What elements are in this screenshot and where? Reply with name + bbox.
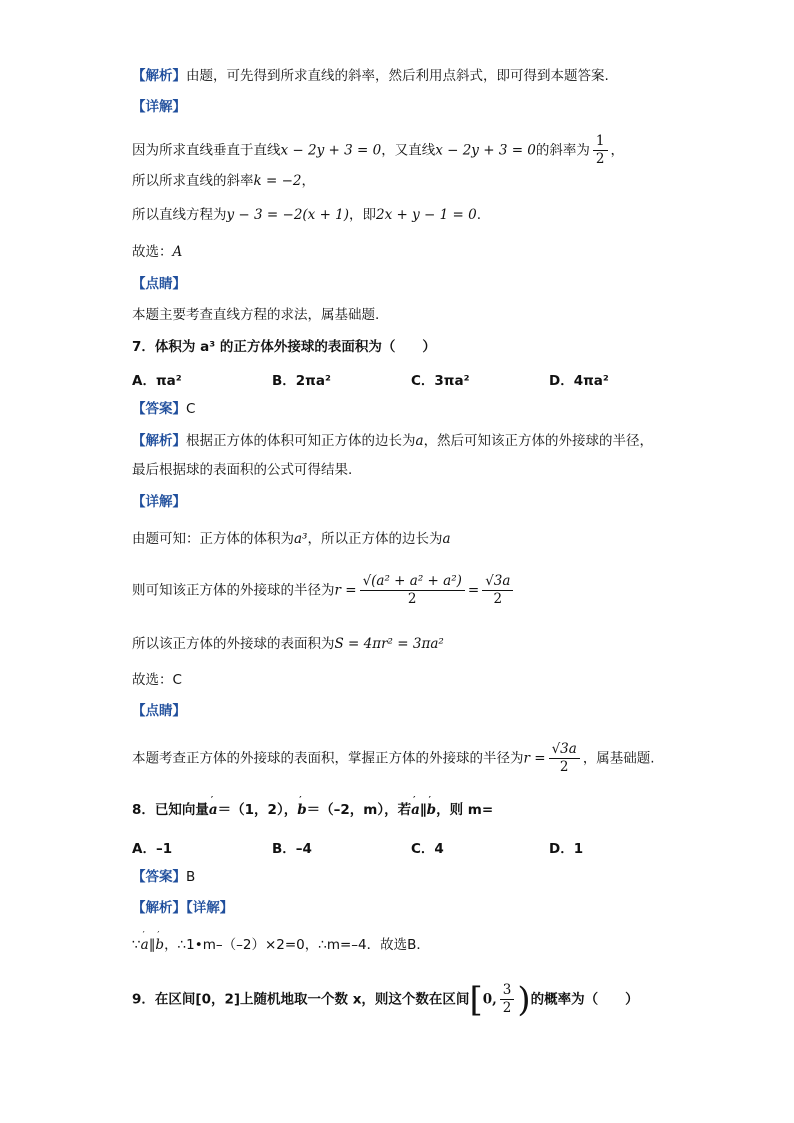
text: ，即 — [349, 207, 377, 223]
numerator: √3a — [482, 573, 513, 591]
text: 8．已知向量 — [132, 802, 209, 818]
equals-sign: = — [467, 582, 480, 599]
interval-right-bracket: ) — [517, 979, 531, 1020]
q7-comment-heading — [132, 702, 186, 720]
vector-a: ′ a — [209, 801, 218, 819]
denominator: 2 — [502, 1000, 512, 1016]
text: 所以该正方体的外接球的表面积为 — [132, 636, 335, 652]
q8-analysis-heading — [132, 899, 233, 917]
q8-option-b: B．–4 — [272, 841, 312, 857]
text: 的斜率为 — [535, 142, 590, 159]
text: 根据正方体的体积可知正方体的边长为 — [186, 433, 416, 449]
comment-tag: 【点睛】 — [132, 703, 186, 719]
text: ，∴1•m–（–2）×2=0，∴m=–4．故选B． — [164, 937, 430, 953]
q6-choose — [132, 243, 182, 261]
equation: k = −2 — [253, 173, 302, 189]
comment-text: 本题主要考查直线方程的求法，属基础题. — [132, 307, 380, 323]
text: ，属基础题. — [582, 750, 655, 767]
analysis-tag: 【解析】【详解】 — [132, 900, 234, 916]
denominator: 2 — [595, 151, 605, 167]
q6-detail-line1 — [132, 133, 624, 168]
because-symbol: ∵ — [132, 937, 141, 953]
choice: A — [172, 244, 183, 260]
text: ，则 m= — [436, 802, 494, 818]
detail-heading — [132, 98, 186, 116]
equation: x − 2y + 3 = 0 — [280, 142, 382, 159]
equation: y − 3 = −2(x + 1) — [226, 207, 350, 223]
variable: a — [415, 433, 424, 449]
denominator: 2 — [493, 591, 503, 607]
equation: S = 4πr² = 3πa² — [334, 636, 444, 652]
text: 本题考查正方体的外接球的表面积，掌握正方体的外接球的半径为 — [132, 750, 524, 767]
text: . — [476, 207, 482, 223]
q9-stem — [132, 979, 639, 1020]
answer-tag: 【答案】 — [132, 869, 186, 885]
interval-left: 0, — [482, 991, 497, 1008]
text: 则可知该正方体的外接球的半径为 — [132, 582, 335, 599]
q6-detail-line3 — [132, 206, 481, 224]
vector-a: ′ a — [141, 936, 149, 954]
text: ， — [610, 142, 624, 159]
variable: a — [442, 531, 451, 547]
text: 9．在区间[0，2]上随机地取一个数 x，则这个数在区间 — [132, 991, 470, 1008]
numerator: 3 — [500, 982, 515, 1000]
analysis-line — [132, 67, 609, 85]
equation-lhs: r = — [523, 750, 546, 767]
fraction — [593, 133, 608, 168]
text: ， — [301, 173, 315, 189]
equation: 2x + y − 1 = 0 — [376, 207, 477, 223]
q8-stem — [132, 801, 493, 819]
q7-analysis-line1 — [132, 432, 653, 450]
q7-option-a: A．πa² — [132, 373, 182, 389]
text: 因为所求直线垂直于直线 — [132, 142, 281, 159]
q7-comment-line — [132, 741, 655, 776]
q6-detail-line2 — [132, 172, 315, 190]
numerator: √(a² + a² + a²) — [360, 573, 465, 591]
q8-option-d: D．1 — [549, 841, 584, 857]
vector-a: ′ a — [411, 801, 420, 819]
text: 的概率为（ ） — [530, 991, 639, 1008]
text: 由题可知：正方体的体积为 — [132, 531, 294, 547]
q7-detail-line3 — [132, 635, 444, 653]
q7-answer — [132, 400, 195, 418]
detail-tag: 【详解】 — [132, 494, 186, 510]
parallel-symbol: ∥ — [419, 802, 427, 818]
text: ，然后可知该正方体的外接球的半径， — [423, 433, 654, 449]
q7-choose: 故选：C — [132, 672, 182, 688]
vector-b: ′ b — [427, 801, 436, 819]
q7-detail-line1 — [132, 530, 451, 548]
answer-value: C — [186, 401, 196, 417]
denominator: 2 — [559, 759, 569, 775]
analysis-tag: 【解析】 — [132, 433, 186, 449]
q8-option-a: A．–1 — [132, 841, 173, 857]
detail-tag: 【详解】 — [132, 99, 186, 115]
equation-lhs: r = — [334, 582, 357, 599]
q7-analysis-line2: 最后根据球的表面积的公式可得结果. — [132, 462, 353, 478]
text: 所以所求直线的斜率 — [132, 173, 254, 189]
comment-heading — [132, 275, 186, 293]
vector-b: ′ b — [297, 801, 306, 819]
fraction — [500, 982, 515, 1017]
fraction — [549, 741, 580, 776]
numerator: 1 — [593, 133, 608, 151]
expression: a³ — [294, 531, 308, 547]
interval-left-bracket: [ — [469, 979, 483, 1020]
q7-option-c: C．3πa² — [411, 373, 470, 389]
vector-b: ′ b — [155, 936, 164, 954]
text: ＝（1，2）， — [217, 802, 298, 818]
numerator: √3a — [549, 741, 580, 759]
q7-option-d: D．4πa² — [549, 373, 609, 389]
q8-answer — [132, 868, 195, 886]
denominator: 2 — [407, 591, 417, 607]
answer-value: B — [186, 869, 196, 885]
text: 故选： — [132, 244, 173, 260]
q7-stem: 7．体积为 a³ 的正方体外接球的表面积为（ ） — [132, 339, 436, 355]
fraction — [482, 573, 513, 608]
analysis-tag: 【解析】 — [132, 68, 186, 84]
q8-solution — [132, 936, 430, 954]
parallel-symbol: ∥ — [148, 937, 156, 953]
q8-option-c: C．4 — [411, 841, 444, 857]
q7-detail-line2 — [132, 573, 516, 608]
q7-option-b: B．2πa² — [272, 373, 331, 389]
text: ＝（–2，m），若 — [306, 802, 412, 818]
analysis-text: 由题，可先得到所求直线的斜率，然后利用点斜式，即可得到本题答案. — [186, 68, 609, 84]
equation: x − 2y + 3 = 0 — [435, 142, 536, 159]
fraction — [360, 573, 465, 608]
text: 所以直线方程为 — [132, 207, 227, 223]
text: ，所以正方体的边长为 — [307, 531, 443, 547]
text: ，又直线 — [381, 142, 436, 159]
answer-tag: 【答案】 — [132, 401, 186, 417]
comment-tag: 【点睛】 — [132, 276, 186, 292]
q7-detail-heading — [132, 493, 186, 511]
